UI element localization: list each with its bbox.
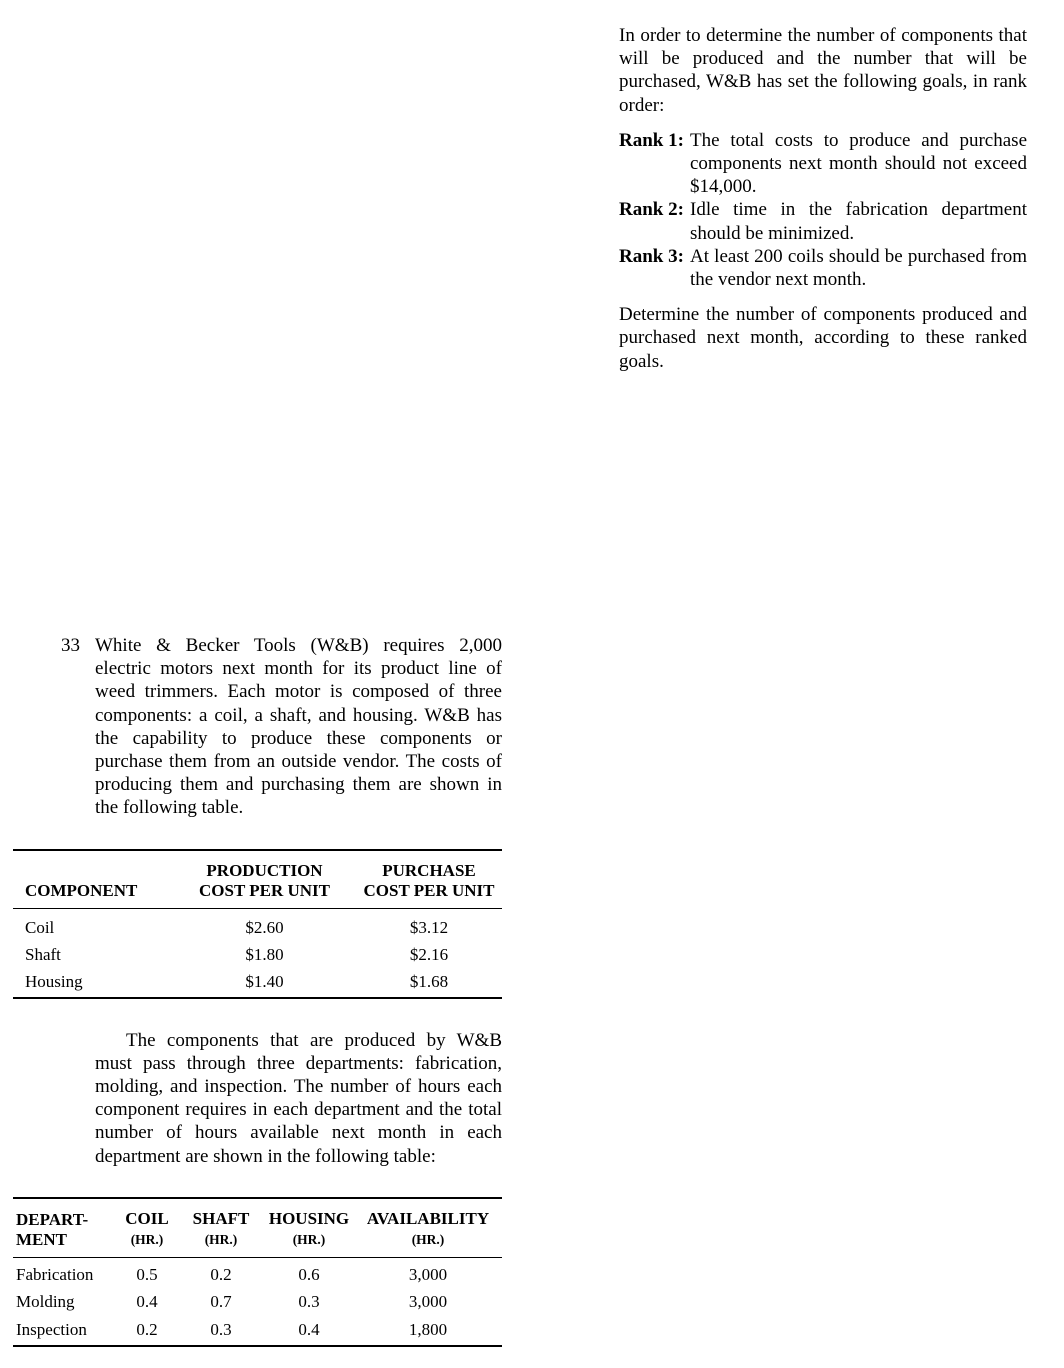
cell-housing-hours: 0.4 [298, 1319, 320, 1339]
header-unit: (HR.) [130, 1231, 164, 1247]
cell-housing-hours: 0.3 [298, 1292, 320, 1312]
cell-coil-hours: 0.5 [136, 1264, 158, 1284]
goal-item [619, 198, 1027, 244]
header-production-cost [173, 850, 356, 909]
problem-text: White & Becker Tools (W&B) requires 2,000 electric motors next month for its product line of weed trimmers. Each motor is composed of three components: a coil, a shaft, and housing. W&B has the capability to produce these components or purchase them from an outside vendor. The costs of producing them and purchasing them are shown in the following table. [95, 635, 502, 819]
cell-availability: 3,000 [408, 1264, 448, 1284]
header-availability [354, 1198, 502, 1258]
header-line: PRODUCTION [206, 860, 323, 880]
cell-purchase-cost: $1.68 [409, 971, 449, 991]
cell-availability: 1,800 [408, 1319, 448, 1339]
table-row [13, 1316, 502, 1347]
goal-label: Rank 2: [619, 199, 684, 221]
table-row [13, 968, 502, 998]
goal-item [619, 129, 1027, 199]
header-unit: (HR.) [204, 1231, 238, 1247]
problem-statement [13, 634, 502, 820]
header-line: AVAILABILITY [366, 1208, 490, 1228]
cell-coil-hours: 0.4 [136, 1292, 158, 1312]
header-purchase-cost [356, 850, 502, 909]
goal-label: Rank 3: [619, 245, 684, 267]
left-column [13, 634, 502, 1347]
cell-production-cost: $1.40 [245, 971, 284, 991]
table-header-row [13, 850, 502, 909]
right-column [619, 24, 1027, 373]
header-line: MENT [16, 1229, 67, 1249]
header-line: HOUSING [268, 1208, 350, 1228]
cell-purchase-cost: $2.16 [409, 944, 449, 964]
header-department [13, 1198, 116, 1258]
header-unit: (HR.) [292, 1231, 326, 1247]
cell-component: Shaft [25, 944, 61, 964]
goals-list [619, 129, 1027, 291]
header-unit: (HR.) [411, 1231, 445, 1247]
goals-conclusion-paragraph: Determine the number of components produced and purchased next month, according to these ranked goals. [619, 304, 1027, 372]
header-coil [116, 1198, 178, 1258]
goal-text: At least 200 coils should be purchased from the vendor next month. [690, 245, 1027, 291]
cell-production-cost: $1.80 [245, 944, 284, 964]
cell-component: Housing [25, 971, 83, 991]
header-line: DEPART- [16, 1209, 89, 1229]
goal-item [619, 245, 1027, 291]
cost-table [13, 849, 502, 999]
header-line: COST PER UNIT [363, 880, 495, 900]
header-line: COIL [125, 1208, 169, 1228]
cell-housing-hours: 0.6 [298, 1264, 320, 1284]
cell-shaft-hours: 0.3 [210, 1319, 232, 1339]
header-line: COST PER UNIT [199, 880, 330, 900]
cell-department: Inspection [16, 1319, 87, 1339]
header-housing [264, 1198, 354, 1258]
department-hours-table [13, 1197, 502, 1348]
departments-paragraph: The components that are produced by W&B must pass through three departments: fabrication, molding, and inspection. The number of hours each component requires in each department and the total number of hours available next month in each department are shown in the following table: [95, 1029, 502, 1167]
cell-component: Coil [25, 917, 55, 937]
goal-label: Rank 1: [619, 129, 684, 151]
cell-department: Molding [16, 1292, 75, 1312]
table-header-row [13, 1198, 502, 1258]
cell-production-cost: $2.60 [245, 917, 284, 937]
problem-number: 33 [61, 635, 80, 656]
header-line: PURCHASE [382, 860, 476, 880]
goal-text: The total costs to produce and purchase components next month should not exceed $14,000. [690, 129, 1027, 198]
cell-department: Fabrication [16, 1264, 94, 1284]
header-shaft [178, 1198, 264, 1258]
goal-text: Idle time in the fabrication department should be minimized. [690, 199, 1027, 244]
header-component: COMPONENT [13, 850, 173, 909]
cell-coil-hours: 0.2 [136, 1319, 158, 1339]
header-line: SHAFT [192, 1208, 250, 1228]
goals-intro-paragraph: In order to determine the number of components that will be produced and the number that will be purchased, W&B has set the following goals, in rank order: [619, 25, 1027, 116]
cell-purchase-cost: $3.12 [409, 917, 449, 937]
cell-shaft-hours: 0.2 [210, 1264, 232, 1284]
table-row [13, 1288, 502, 1316]
table-row [13, 908, 502, 941]
table-row [13, 941, 502, 968]
cell-shaft-hours: 0.7 [210, 1292, 232, 1312]
table-row [13, 1257, 502, 1288]
cell-availability: 3,000 [408, 1292, 448, 1312]
